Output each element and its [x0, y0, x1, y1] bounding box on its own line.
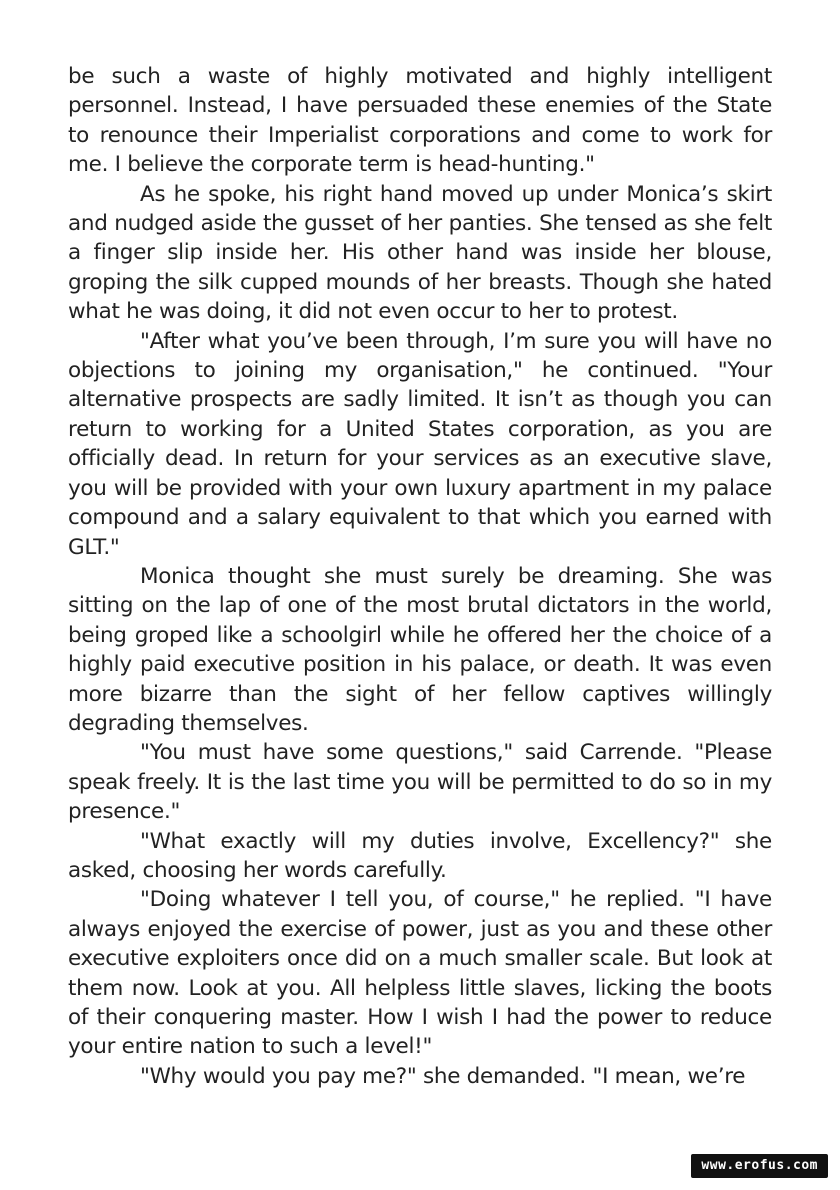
paragraph-7: "Doing whatever I tell you, of course," he replied. "I have always enjoyed the exercise of power, just as you and these other executive exploiters once did on a much smaller scale. But look at them now. Look at you. All helpless little slaves, licking the boots of their conquering master. How I wish I had the power to reduce your entire nation to such a level!"	[68, 887, 772, 1060]
paragraph-4: Monica thought she must surely be dreaming. She was sitting on the lap of one of the most brutal dictators in the world, being groped like a schoolgirl while he offered her the choice of a highly paid executive position in his palace, or death. It was even more bizarre than the sight of her fellow captives willingly degrading themselves.	[68, 563, 772, 736]
watermark: www.erofus.com	[691, 1154, 828, 1178]
paragraph-5: "You must have some questions," said Carrende. "Please speak freely. It is the last time you will be permitted to do so in my presence."	[68, 740, 772, 825]
paragraph-8: "Why would you pay me?" she demanded. "I mean, we’re	[140, 1063, 746, 1089]
paragraph-2: As he spoke, his right hand moved up under Monica’s skirt and nudged aside the gusset of her panties. She tensed as she felt a finger slip inside her. His other hand was inside her blouse, groping the silk cupped mounds of her breasts. Though she hated what he was doing, it did not even occur to her to protest.	[68, 181, 772, 325]
paragraph-3: "After what you’ve been through, I’m sure you will have no objections to joining my organisation," he continued. "Your alternative prospects are sadly limited. It isn’t as though you can return to working for a United States corporation, as you are officially dead. In return for your services as an executive slave, you will be provided with your own luxury apartment in my palace compound and a salary equivalent to that which you earned with GLT."	[68, 328, 772, 560]
page-text	[68, 62, 772, 1091]
paragraph-6: "What exactly will my duties involve, Excellency?" she asked, choosing her words carefully.	[68, 828, 772, 883]
paragraph-1: be such a waste of highly motivated and highly intelligent personnel. Instead, I have persuaded these enemies of the State to renounce their Imperialist corporations and come to work for me. I believe the corporate term is head-hunting."	[68, 64, 772, 178]
